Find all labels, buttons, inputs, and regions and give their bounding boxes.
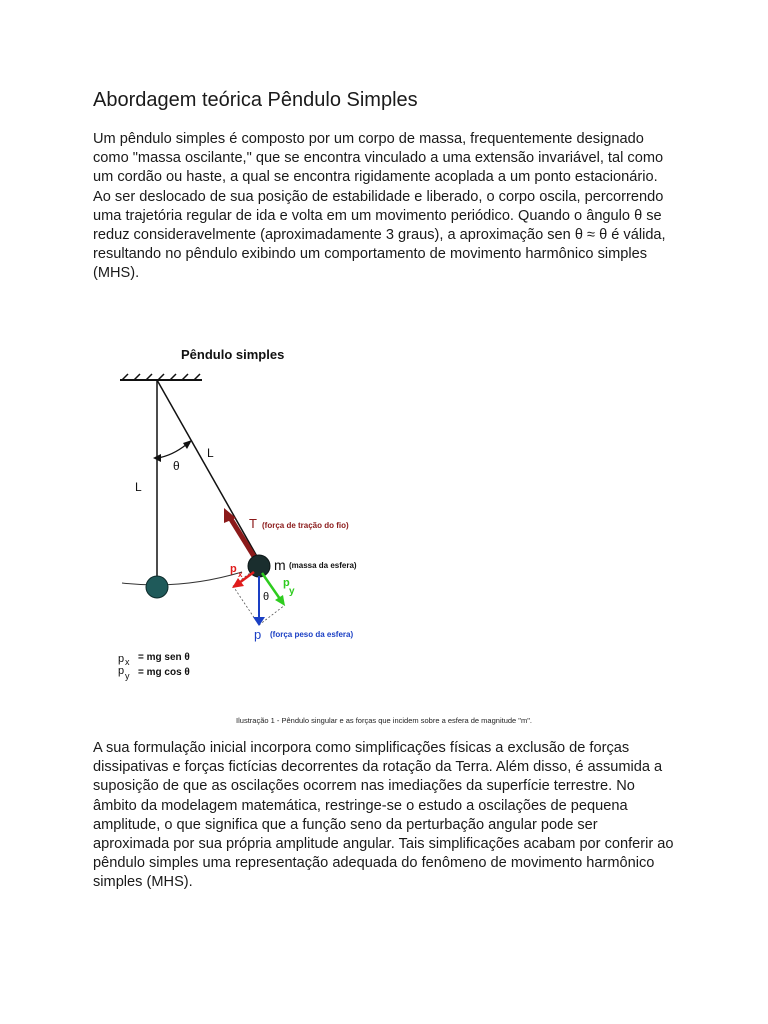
pendulum-diagram xyxy=(112,340,402,685)
eq-px-symbol: p xyxy=(118,653,125,665)
figure-title: Pêndulo simples xyxy=(181,347,285,362)
trajectory-arc xyxy=(122,572,242,585)
label-m-desc: (massa da esfera) xyxy=(289,561,357,570)
eq-px-rhs: = mg sen θ xyxy=(138,652,190,663)
second-paragraph: A sua formulação inicial incorpora como simplificações físicas a exclusão de forças dissipativas e forças fictícias decorrentes da rotação da Terra. Além disso, é assumida a suposição de que as oscilações ocorrem nas imediações da superfície terrestre. No âmbito da modelagem matemática, restringe-se o estudo a oscilações de pequena amplitude, o que significa que a função seno da perturbação angular pode ser aproximada por sua própria amplitude angular. Tais simplificações acabam por conferir ao pêndulo simples uma representação adequada do fenômeno de movimento harmônico simples (MHS). xyxy=(93,740,674,891)
eq-py-rhs: = mg cos θ xyxy=(138,667,190,678)
label-px: p xyxy=(230,563,237,575)
angle-arrowhead xyxy=(183,440,192,449)
angle-arc xyxy=(157,444,187,458)
label-p: p xyxy=(254,627,262,642)
label-L-string: L xyxy=(207,446,214,460)
label-theta-top: θ xyxy=(173,459,180,473)
label-T-desc: (força de tração do fio) xyxy=(262,521,349,530)
py-arrowhead xyxy=(275,595,285,606)
eq-py-symbol: p xyxy=(118,665,125,677)
label-T: T xyxy=(249,516,257,531)
label-m: m xyxy=(274,557,286,573)
page-title: Abordagem teórica Pêndulo Simples xyxy=(93,89,418,111)
label-p-desc: (força peso da esfera) xyxy=(270,630,354,639)
pendulum-figure xyxy=(112,340,402,685)
eq-px-sub: x xyxy=(125,657,130,667)
eq-py-sub: y xyxy=(125,671,130,681)
label-px-sub: x xyxy=(238,570,243,579)
dashed-line-3 xyxy=(259,605,285,625)
resting-bob xyxy=(146,576,168,598)
figure-caption: Ilustração 1 - Pêndulo singular e as forças que incidem sobre a esfera de magnitude "m". xyxy=(236,716,532,725)
label-theta-bottom: θ xyxy=(263,591,270,603)
label-L-vertical: L xyxy=(135,480,142,494)
intro-paragraph: Um pêndulo simples é composto por um corpo de massa, frequentemente designado como "massa oscilante," que se encontra vinculado a uma extensão invariável, tal como um cordão ou haste, a qual se encontra rigidamente acoplada a um ponto estacionário. Ao ser deslocado de sua posição de estabilidade e liberado, o corpo oscila, percorrendo uma trajetória regular de ida e volta em um movimento periódico. Quando o ângulo θ se reduz consideravelmente (aproximadamente 3 graus), a aproximação sen θ ≈ θ é válida, resultando no pêndulo exibindo um comportamento de movimento harmônico simples (MHS). xyxy=(93,131,666,282)
label-py: p xyxy=(283,577,290,589)
label-py-sub: y xyxy=(289,586,295,597)
